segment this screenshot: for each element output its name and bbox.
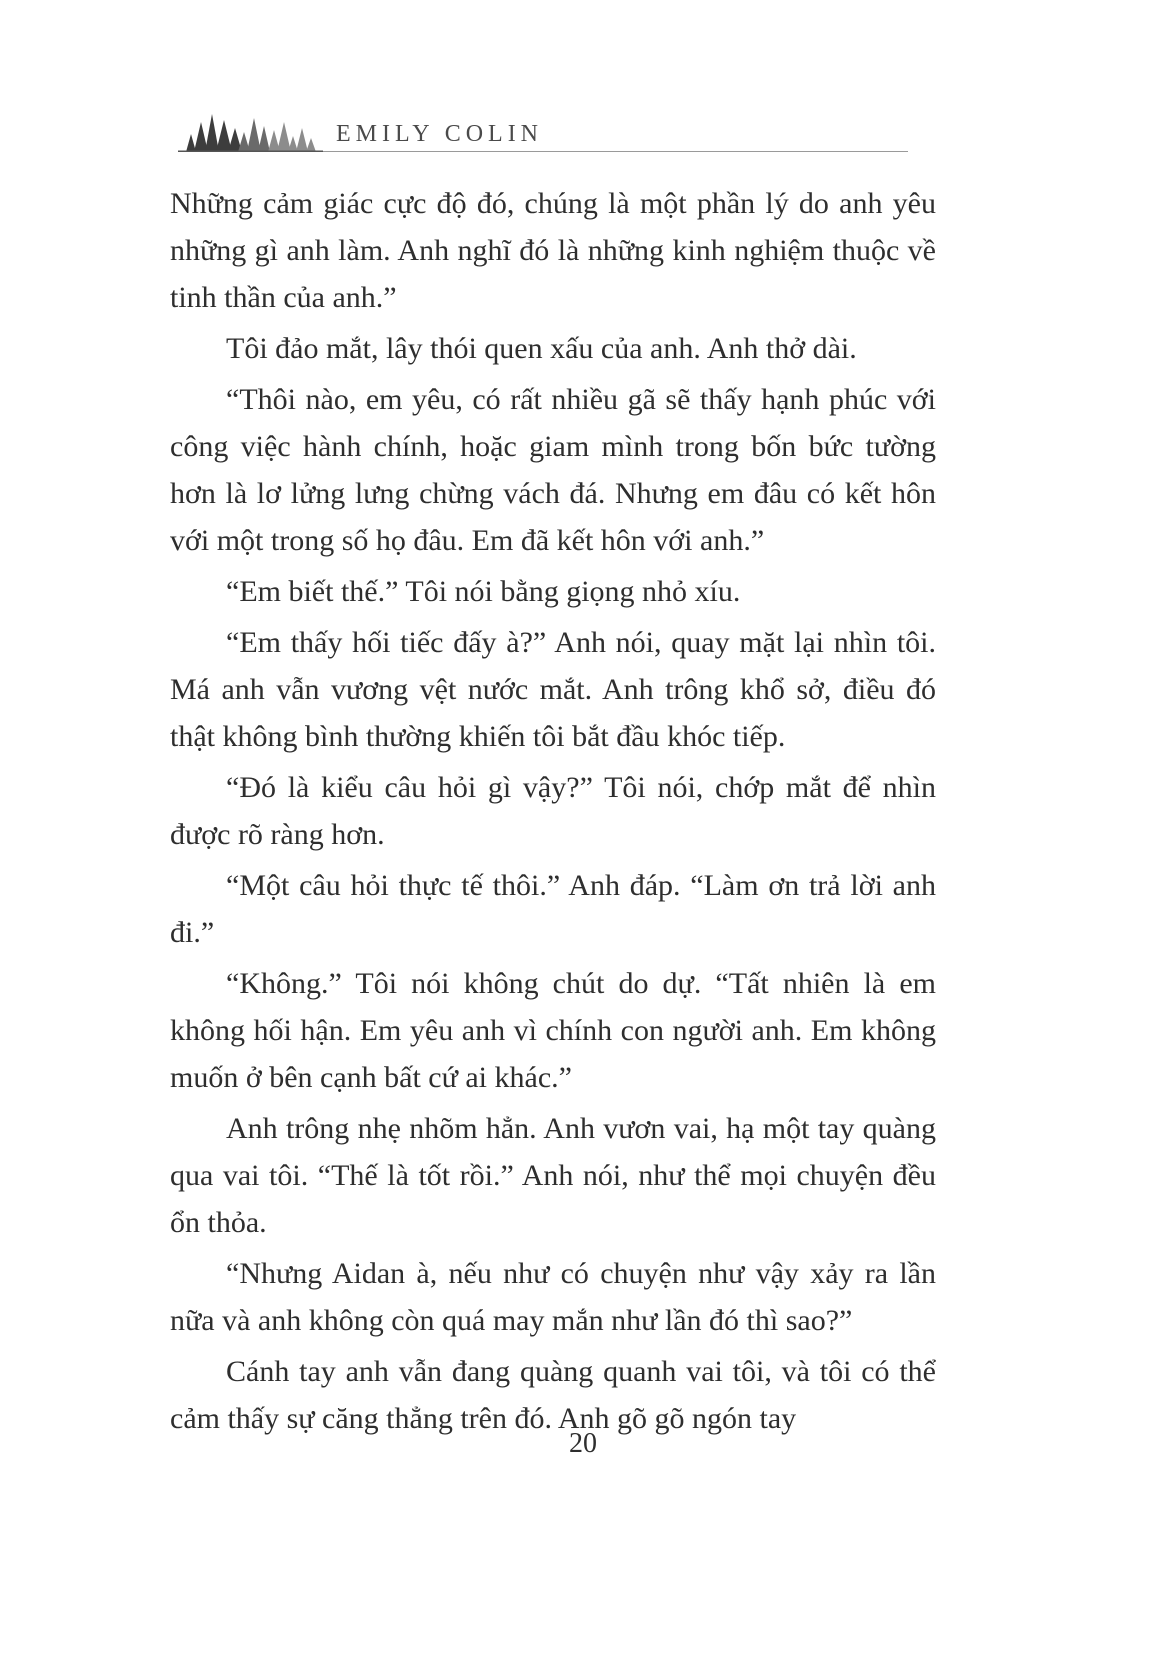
paragraph: Cánh tay anh vẫn đang quàng quanh vai tôi, và tôi có thể cảm thấy sự căng thẳng trên đó. Anh gõ gõ ngón tay <box>170 1355 936 1435</box>
paragraph: “Không.” Tôi nói không chút do dự. “Tất nhiên là em không hối hận. Em yêu anh vì chính con người anh. Em không muốn ở bên cạnh bất cứ ai khác.” <box>170 967 936 1094</box>
paragraph: “Nhưng Aidan à, nếu như có chuyện như vậy xảy ra lần nữa và anh không còn quá may mắn như lần đó thì sao?” <box>170 1257 936 1337</box>
paragraph: “Đó là kiểu câu hỏi gì vậy?” Tôi nói, chớp mắt để nhìn được rõ ràng hơn. <box>170 771 936 851</box>
page-number: 20 <box>569 1428 597 1459</box>
paragraph: “Một câu hỏi thực tế thôi.” Anh đáp. “Làm ơn trả lời anh đi.” <box>170 869 936 949</box>
paragraph: “Thôi nào, em yêu, có rất nhiều gã sẽ thấy hạnh phúc với công việc hành chính, hoặc giam mình trong bốn bức tường hơn là lơ lửng lưng chừng vách đá. Nhưng em đâu có kết hôn với một trong số họ đâu. Em đã kết hôn với anh.” <box>170 383 936 557</box>
running-header <box>178 112 908 154</box>
author-name: EMILY COLIN <box>336 121 544 147</box>
text-block <box>170 180 936 1446</box>
paragraph: Anh trông nhẹ nhõm hẳn. Anh vươn vai, hạ một tay quàng qua vai tôi. “Thế là tốt rồi.” Anh nói, như thể mọi chuyện đều ổn thỏa. <box>170 1112 936 1239</box>
paragraph: Những cảm giác cực độ đó, chúng là một phần lý do anh yêu những gì anh làm. Anh nghĩ đó là những kinh nghiệm thuộc về tinh thần của anh.” <box>170 187 936 314</box>
paragraph: Tôi đảo mắt, lây thói quen xấu của anh. Anh thở dài. <box>226 332 857 365</box>
pine-trees-icon <box>178 112 323 152</box>
paragraph: “Em biết thế.” Tôi nói bằng giọng nhỏ xíu. <box>226 575 741 608</box>
paragraph: “Em thấy hối tiếc đấy à?” Anh nói, quay mặt lại nhìn tôi. Má anh vẫn vương vệt nước mắt. Anh trông khổ sở, điều đó thật không bình thường khiến tôi bắt đầu khóc tiếp. <box>170 626 936 753</box>
